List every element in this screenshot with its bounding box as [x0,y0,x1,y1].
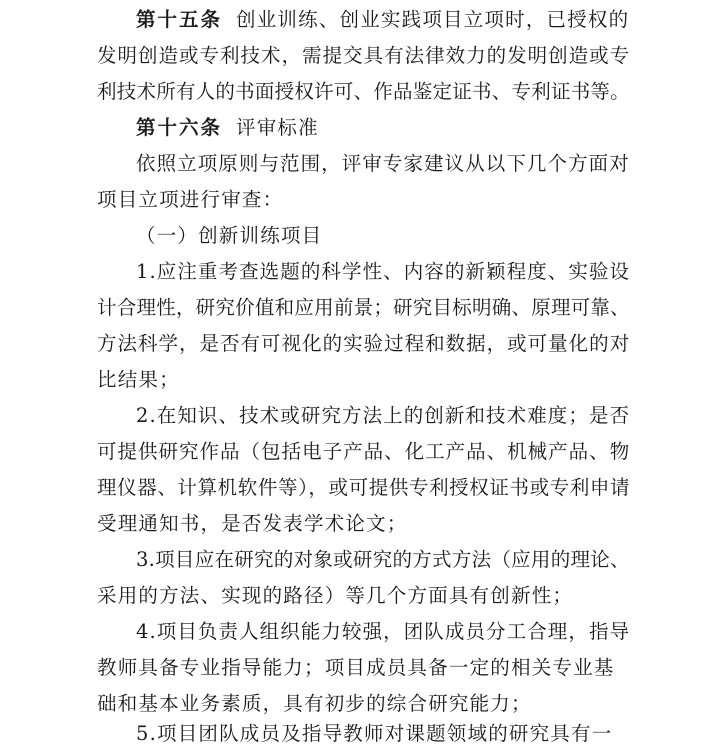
article-15-heading: 第十五条 [136,8,223,31]
item-1-line-3: 方法科学，是否有可视化的实验过程和数据，或可量化的对 [97,332,631,355]
article-15-line-1 [136,6,629,34]
item-4-line-1: 4.项目负责人组织能力较强，团队成员分工合理，指导 [136,620,631,643]
intro-line-2: 项目立项进行审查： [97,188,284,211]
item-3-line-1: 3.项目应在研究的对象或研究的方式方法（应用的理论、 [136,548,630,571]
article-15-line-3: 利技术所有人的书面授权许可、作品鉴定证书、专利证书等。 [97,80,630,103]
item-1-line-2: 计合理性，研究价值和应用前景；研究目标明确、原理可靠、 [97,296,630,319]
article-15-line-2: 发明创造或专利技术，需提交具有法律效力的发明创造或专 [97,44,631,67]
item-3-line-2: 采用的方法、实现的路径）等几个方面具有创新性； [97,584,574,607]
item-1-line-4: 比结果； [97,368,180,391]
article-16-line-1 [136,114,319,142]
item-4-line-2: 教师具备专业指导能力；项目成员具备一定的相关专业基 [97,656,615,679]
article-16-title: 评审标准 [236,116,319,139]
item-2-line-4: 受理通知书，是否发表学术论文； [97,512,408,535]
item-1-line-1: 1.应注重考查选题的科学性、内容的新颖程度、实验设 [136,260,631,283]
item-4-line-3: 础和基本业务素质，具有初步的综合研究能力； [97,692,532,715]
item-5-line-1: 5.项目团队成员及指导教师对课题领域的研究具有一 [136,722,613,745]
item-2-line-3: 理仪器、计算机软件等），或可提供专利授权证书或专利申请 [97,476,631,499]
section-1-title: （一）创新训练项目 [136,224,323,247]
item-2-line-2: 可提供研究作品（包括电子产品、化工产品、机械产品、物 [97,440,631,463]
article-16-heading: 第十六条 [136,116,223,139]
intro-line-1: 依照立项原则与范围，评审专家建议从以下几个方面对 [136,152,630,175]
item-2-line-1: 2.在知识、技术或研究方法上的创新和技术难度；是否 [136,404,631,427]
article-15-text: 创业训练、创业实践项目立项时，已授权的 [236,8,630,31]
